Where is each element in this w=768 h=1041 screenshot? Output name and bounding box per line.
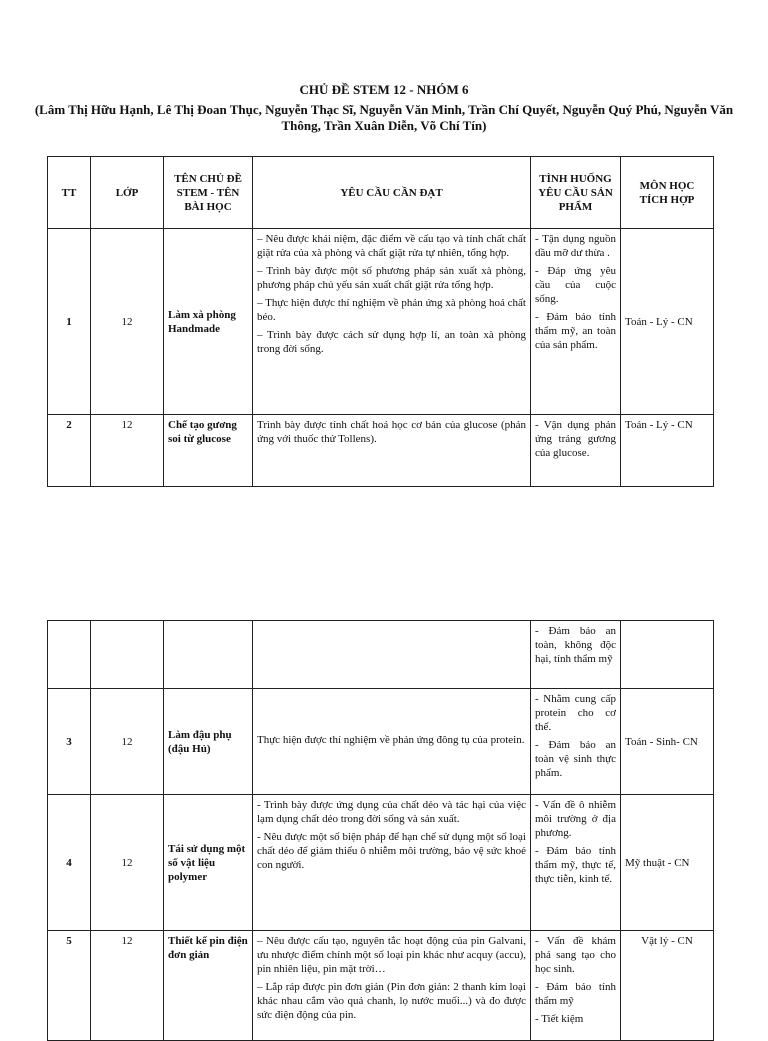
row-yeucau [253, 621, 531, 689]
table-row [48, 229, 714, 415]
row-lop: 12 [91, 931, 164, 1041]
row-tt: 3 [48, 689, 91, 795]
req-item: Thực hiện được thí nghiệm về phản ứng đông tụ của protein. [257, 733, 525, 746]
row-monhoc: Toán - Lý - CN [621, 415, 714, 487]
row-monhoc [621, 621, 714, 689]
authors-line: (Lâm Thị Hữu Hạnh, Lê Thị Đoan Thục, Nguyễn Thạc Sĩ, Nguyễn Văn Minh, Trần Chí Quyết, Nguyễn Quý Phú, Nguyễn Văn Thông, Trần Xuân Diễn, Võ Chí Tín) [34, 102, 734, 133]
table-row [48, 621, 714, 689]
row-yeucau [253, 795, 531, 931]
row-monhoc: Toán - Lý - CN [621, 229, 714, 415]
row-tinhhuong [531, 415, 621, 487]
stem-topics-table-page-1 [47, 156, 714, 487]
sit-item: - Đảm bảo tính thẩm mỹ, thực tế, thực tiễn, kinh tế. [535, 845, 616, 885]
header-lop: LỚP [91, 157, 164, 229]
req-item: – Thực hiện được thí nghiệm về phản ứng xà phòng hoá chất béo. [257, 297, 526, 323]
header-monhoc: MÔN HỌC TÍCH HỢP [621, 157, 714, 229]
req-item: - Nêu được một số biện pháp để hạn chế sử dụng một số loại chất dẻo để giảm thiểu ô nhiễm môi trường, bảo vệ sức khoẻ con người. [257, 831, 526, 871]
row-lop: 12 [91, 229, 164, 415]
sit-item: - Đảm bảo tính thẩm mỹ, an toàn của sản phẩm. [535, 311, 616, 351]
row-yeucau [253, 689, 531, 795]
row-ten [164, 621, 253, 689]
table-row [48, 689, 714, 795]
table-row [48, 415, 714, 487]
sit-item: - Vấn đề ô nhiễm môi trường ở địa phương. [535, 799, 616, 839]
sit-item: - Vấn đề khám phá sang tạo cho học sinh. [535, 935, 616, 975]
row-lop: 12 [91, 795, 164, 931]
row-tinhhuong [531, 795, 621, 931]
header-yeucau: YÊU CẦU CẦN ĐẠT [253, 157, 531, 229]
sit-item: - Tận dụng nguồn dầu mỡ dư thừa . [535, 233, 616, 259]
req-item: – Lắp ráp được pin đơn giản (Pin đơn giản: 2 thanh kim loại khác nhau cắm vào quả chanh, lọ nước muối...) và đo được sức điện động của pin. [257, 981, 526, 1021]
sit-item: - Nhằm cung cấp protein cho cơ thể. [535, 693, 616, 733]
row-ten: Làm đậu phụ (đậu Hủ) [164, 689, 253, 795]
row-tt: 5 [48, 931, 91, 1041]
sit-item: - Đảm bảo tính thẩm mỹ [535, 981, 616, 1007]
row-lop: 12 [91, 689, 164, 795]
row-tinhhuong [531, 229, 621, 415]
stem-topics-table-page-2 [47, 620, 714, 1041]
req-item: – Trình bày được một số phương pháp sản xuất xà phòng, phương pháp chủ yếu sản xuất chất giặt rửa tổng hợp. [257, 265, 526, 291]
document-header [0, 82, 768, 134]
row-ten: Thiết kế pin điện đơn giản [164, 931, 253, 1041]
req-item: – Nêu được khái niệm, đặc điểm về cấu tạo và tính chất chất giặt rửa của xà phòng và chất giặt rửa tự nhiên, tổng hợp. [257, 233, 526, 259]
sit-item: - Đáp ứng yêu cầu của cuộc sống. [535, 265, 616, 305]
row-lop [91, 621, 164, 689]
row-yeucau [253, 931, 531, 1041]
row-ten: Tái sử dụng một số vật liệu polymer [164, 795, 253, 931]
header-tt: TT [48, 157, 91, 229]
row-yeucau [253, 415, 531, 487]
row-monhoc: Vật lý - CN [621, 931, 714, 1041]
table-header-row [48, 157, 714, 229]
req-item: Trình bày được tính chất hoá học cơ bản của glucose (phản ứng với thuốc thử Tollens). [257, 419, 526, 445]
row-lop: 12 [91, 415, 164, 487]
row-tt [48, 621, 91, 689]
req-item: – Nêu được cấu tạo, nguyên tắc hoạt động của pin Galvani, ưu nhược điểm chính một số loại pin khác như acquy (accu), pin nhiên liệu, pin mặt trời… [257, 935, 526, 975]
row-tinhhuong [531, 931, 621, 1041]
row-monhoc: Mỹ thuật - CN [621, 795, 714, 931]
row-tt: 4 [48, 795, 91, 931]
row-ten: Chế tạo gương soi từ glucose [164, 415, 253, 487]
row-tt: 1 [48, 229, 91, 415]
req-item: – Trình bày được cách sử dụng hợp lí, an toàn xà phòng trong đời sống. [257, 329, 526, 355]
document-title: CHỦ ĐỀ STEM 12 - NHÓM 6 [299, 82, 469, 97]
header-ten: TÊN CHỦ ĐỀ STEM - TÊN BÀI HỌC [164, 157, 253, 229]
sit-item: - Vận dụng phản ứng tráng gương của glucose. [535, 419, 616, 459]
row-monhoc: Toán - Sinh- CN [621, 689, 714, 795]
sit-item: - Tiết kiệm [535, 1013, 584, 1025]
sit-item: - Đảm bảo an toàn vệ sinh thực phẩm. [535, 739, 616, 779]
table-row [48, 931, 714, 1041]
row-yeucau [253, 229, 531, 415]
row-tinhhuong [531, 621, 621, 689]
row-tinhhuong [531, 689, 621, 795]
header-tinhhuong: TÌNH HUỐNG YÊU CẦU SẢN PHẨM [531, 157, 621, 229]
table-row [48, 795, 714, 931]
req-item: - Trình bày được ứng dụng của chất dẻo và tác hại của việc lạm dụng chất dẻo trong đời sống và sản xuất. [257, 799, 526, 825]
row-ten: Làm xà phòng Handmade [164, 229, 253, 415]
sit-item: - Đảm bảo an toàn, không độc hại, tính thẩm mỹ [535, 625, 616, 665]
row-tt: 2 [48, 415, 91, 487]
